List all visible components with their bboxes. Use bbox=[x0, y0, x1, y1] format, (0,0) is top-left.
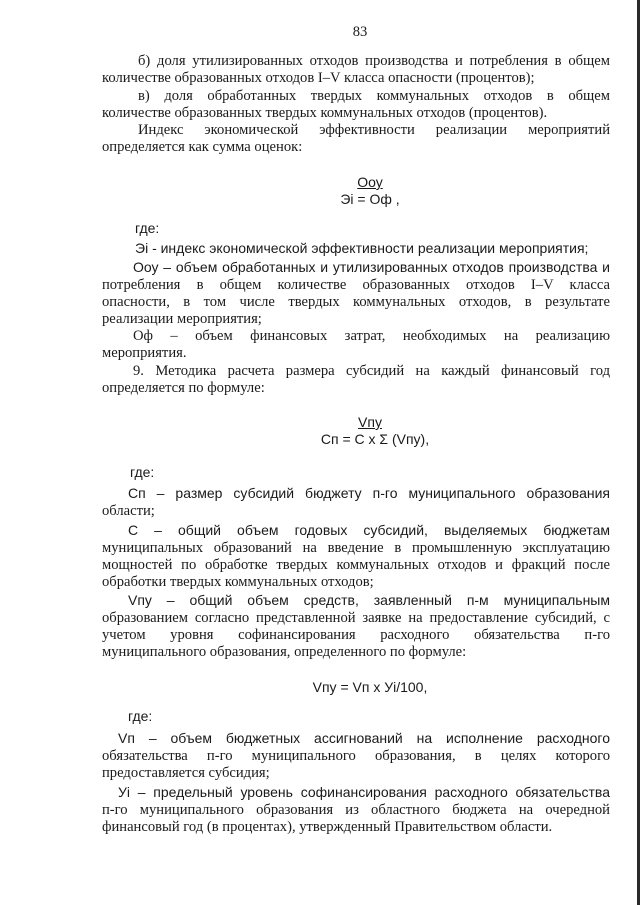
formula-main: Vпу = Vп х Уi/100, bbox=[312, 679, 428, 695]
text-line: Ооу – объем обработанных и утилизированных отходов производства и bbox=[133, 259, 610, 275]
text-line: мощностей по обработке твердых коммунальных отходов и фракций после bbox=[102, 557, 610, 573]
text-line: реализации мероприятия; bbox=[102, 311, 262, 327]
text-line: п-го муниципального образования из областного бюджета на очередной bbox=[102, 802, 610, 818]
text-line: предоставляется субсидия; bbox=[102, 765, 270, 781]
formula-main: Сп = С х Σ (Vпу), bbox=[320, 431, 430, 447]
text-line: 9. Методика расчета размера субсидий на каждый финансовый год bbox=[133, 363, 610, 379]
text-line: муниципальных образований на введение в промышленную эксплуатацию bbox=[102, 540, 610, 556]
page-number: 83 bbox=[352, 24, 368, 40]
text-line: определяется по формуле: bbox=[102, 380, 265, 396]
formula-numerator: Ооу bbox=[357, 174, 383, 190]
text-line: обработки твердых коммунальных отходов; bbox=[102, 574, 374, 590]
text-line: обязательства п-го муниципального образования, в целях которого bbox=[102, 748, 610, 764]
where-label: где: bbox=[128, 708, 153, 724]
text-line: Уi – предельный уровень софинансирования расходного обязательства bbox=[118, 784, 610, 800]
text-line: Vпу – общий объем средств, заявленный п-м муниципальным bbox=[128, 592, 610, 608]
text-line: определяется как сумма оценок: bbox=[102, 139, 303, 155]
text-line: муниципального образования, определенного по формуле: bbox=[102, 644, 467, 660]
text-line: потребления в общем количестве образованных отходов I–V класса bbox=[102, 277, 610, 293]
text-line: Оф – объем финансовых затрат, необходимых на реализацию bbox=[133, 328, 610, 344]
text-line: в) доля обработанных твердых коммунальных отходов в общем bbox=[138, 88, 610, 104]
text-line: опасности, в том числе твердых коммунальных отходов, в результате bbox=[102, 294, 610, 310]
where-label: где: bbox=[130, 464, 155, 480]
text-line: учетом уровня софинансирования расходного обязательства п-го bbox=[102, 627, 610, 643]
text-line: С – общий объем годовых субсидий, выделяемых бюджетам bbox=[128, 522, 610, 538]
text-line: Vп – объем бюджетных ассигнований на исполнение расходного bbox=[118, 730, 610, 746]
text-line: финансовый год (в процентах), утвержденный Правительством области. bbox=[102, 819, 553, 835]
text-line: количестве образованных отходов I–V класса опасности (процентов); bbox=[102, 70, 535, 86]
text-line: образованием согласно представленной заявке на предоставление субсидий, с bbox=[102, 610, 610, 626]
text-line: области; bbox=[102, 503, 155, 519]
text-line: б) доля утилизированных отходов производства и потребления в общем bbox=[138, 53, 610, 69]
text-line: мероприятия. bbox=[102, 345, 187, 361]
where-label: где: bbox=[135, 220, 160, 236]
text-line: Сп – размер субсидий бюджету п-го муниципального образования bbox=[128, 485, 610, 501]
formula-numerator: Vпу bbox=[358, 414, 382, 430]
text-line: Эi - индекс экономической эффективности реализации мероприятия; bbox=[135, 240, 589, 256]
text-line: Индекс экономической эффективности реализации мероприятий bbox=[138, 122, 610, 138]
text-line: количестве образованных твердых коммунальных отходов (процентов). bbox=[102, 105, 548, 121]
formula-main: Эi = Оф , bbox=[340, 191, 400, 207]
